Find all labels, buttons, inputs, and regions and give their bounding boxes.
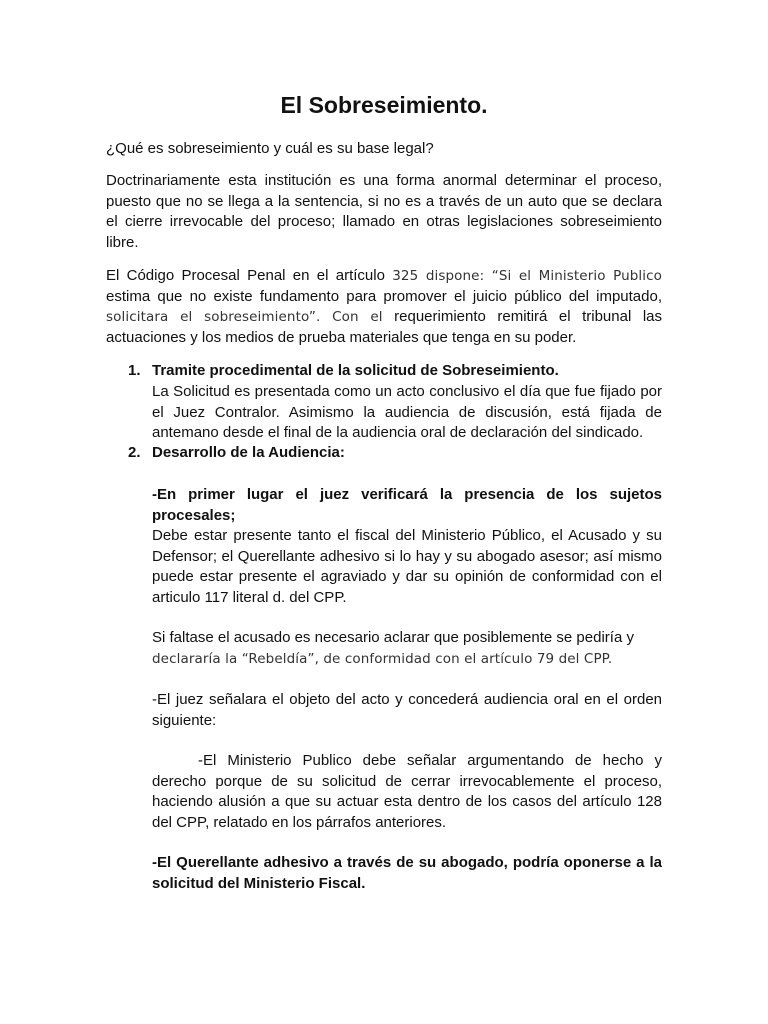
rebeldia-line-2: declararía la “Rebeldía”, de conformidad con el artículo 79 del CPP. [152,651,613,667]
question-line: ¿Qué es sobreseimiento y cuál es su base legal? [106,140,434,157]
querellante-text: -El Querellante adhesivo a través de su abogado, podría oponerse a la solicitud del Ministerio Fiscal. [152,854,662,892]
ministerio-publico-text: -El Ministerio Publico debe señalar argumentando de hecho y derecho porque de su solicitud de cerrar irrevocablemente el proceso, haciendo alusión a que su actuar esta dentro de los casos del artículo 128 del CPP, relatado en los párrafos anteriores. [152,752,662,831]
list-item-number-1: 1. [128,362,141,379]
paragraph-codigo-part4: solicitara el sobreseimiento”. Con el [106,309,383,325]
juez-objeto-text: -El juez señalara el objeto del acto y concederá audiencia oral en el orden siguiente: [152,691,662,729]
list-item-heading-1: Tramite procedimental de la solicitud de Sobreseimiento. [152,362,559,379]
section-presence-heading: -En primer lugar el juez verificará la presencia de los sujetos procesales; [152,486,662,524]
paragraph-codigo-part3: estima que no existe fundamento para promover el juicio público del imputado, [106,287,662,305]
list-item-heading-2: Desarrollo de la Audiencia: [152,444,345,461]
paragraph-codigo-part1: El Código Procesal Penal en el artículo [106,267,393,284]
section-presence-text: Debe estar presente tanto el fiscal del Ministerio Público, el Acusado y su Defensor; el Querellante adhesivo si lo hay y su abogado asesor; así mismo puede estar presente el agraviado y dar su opinión de conformidad con el articulo 117 literal d. del CPP. [152,527,662,606]
list-item-text-1: La Solicitud es presentada como un acto conclusivo el día que fue fijado por el Juez Contralor. Asimismo la audiencia de discusión, está fijada de antemano desde el final de la audiencia oral de declaración del sindicado. [152,383,662,441]
document-title: El Sobreseimiento. [280,92,488,118]
paragraph-doctrine: Doctrinariamente esta institución es una forma anormal determinar el proceso, puesto que no se llega a la sentencia, si no es a través de un auto que se declara el cierre irrevocable del proceso; llamado en otras legislaciones sobreseimiento libre. [106,172,662,251]
paragraph-codigo-procesal [106,266,662,348]
paragraph-codigo-part5: requerimiento remitirá el tribunal las actuaciones y los medios de prueba materiales que tenga en su poder. [106,308,662,346]
rebeldia-line-1: Si faltase el acusado es necesario aclarar que posiblemente se pediría y [152,629,634,646]
list-item-number-2: 2. [128,444,141,461]
paragraph-codigo-part2: 325 dispone: “Si el Ministerio Publico [392,268,662,284]
